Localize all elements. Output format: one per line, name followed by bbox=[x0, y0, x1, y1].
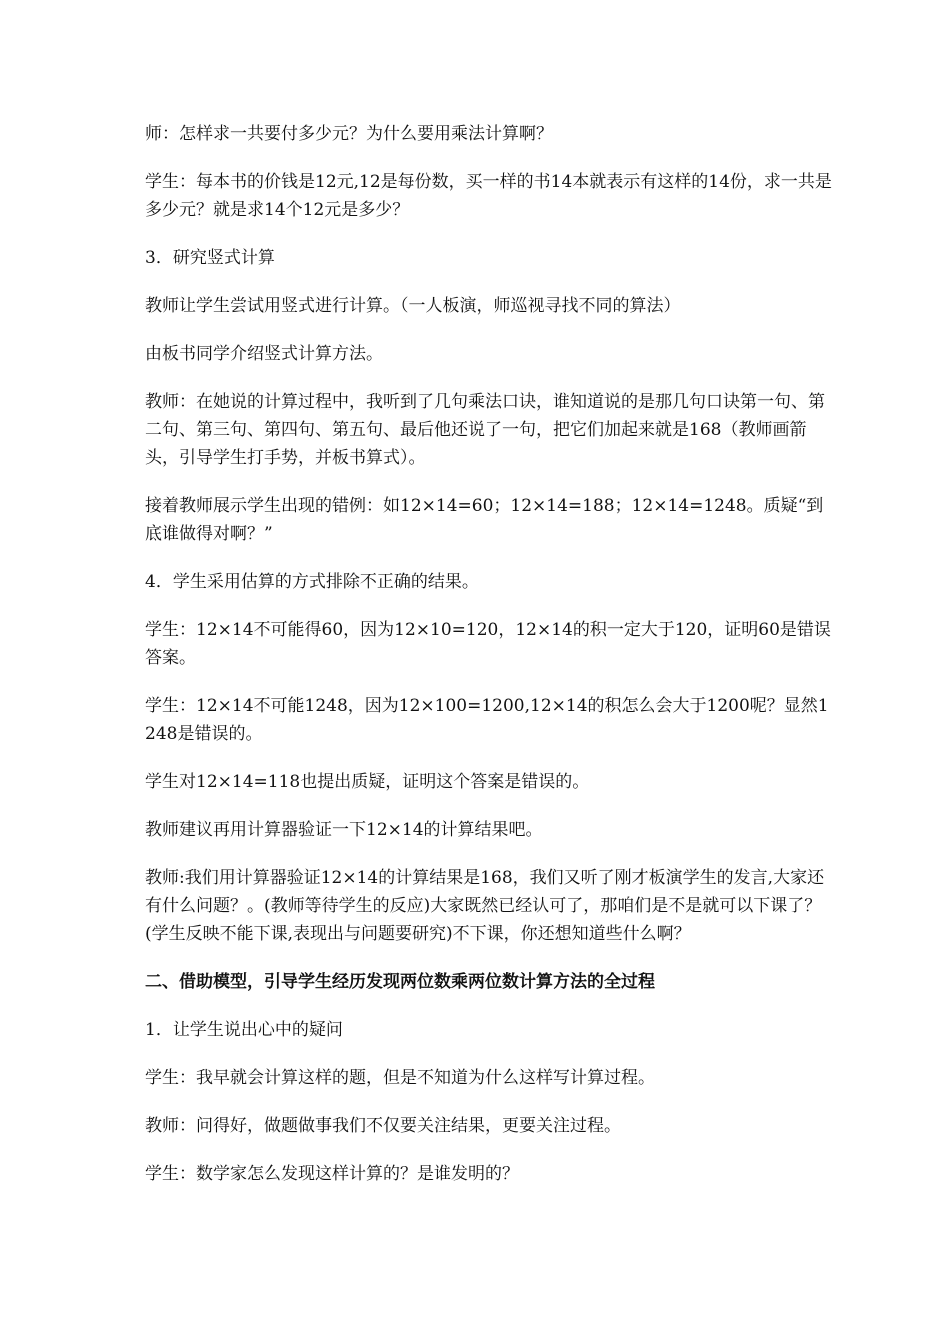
paragraph-try-vertical: 教师让学生尝试用竖式进行计算。（一人板演，师巡视寻找不同的算法） bbox=[145, 296, 681, 316]
paragraph-student-estimate-1248: 学生：12×14不可能1248，因为12×100=1200,12×14的积怎么会大于1200呢？显然1248是错误的。 bbox=[145, 696, 829, 744]
paragraph-section-4: 4．学生采用估算的方式排除不正确的结果。 bbox=[145, 572, 479, 592]
paragraph-teacher-question: 师：怎样求一共要付多少元？为什么要用乘法计算啊？ bbox=[145, 124, 553, 144]
paragraph-section-1: 1．让学生说出心中的疑问 bbox=[145, 1020, 343, 1040]
document-page bbox=[145, 120, 835, 1208]
paragraph-teacher-calculator: 教师:我们用计算器验证12×14的计算结果是168，我们又听了刚才板演学生的发言,大家还有什么问题？。(教师等待学生的反应)大家既然已经认可了，那咱们是不是就可以下课了？(学生反映不能下课,表现出与问题要研究)不下课，你还想知道些什么啊？ bbox=[145, 868, 825, 944]
paragraph-teacher-praise: 教师：问得好，做题做事我们不仅要关注结果，更要关注过程。 bbox=[145, 1116, 621, 1136]
section-heading-two: 二、借助模型，引导学生经历发现两位数乘两位数计算方法的全过程 bbox=[145, 972, 655, 992]
paragraph-error-examples: 接着教师展示学生出现的错例：如12×14=60；12×14=188；12×14=1248。质疑“到底谁做得对啊？” bbox=[145, 496, 824, 544]
paragraph-teacher-explanation: 教师：在她说的计算过程中，我听到了几句乘法口诀，谁知道说的是那几句口诀第一句、第二句、第三句、第四句、第五句、最后他还说了一句，把它们加起来就是168（教师画箭头，引导学生打手势，并板书算式）。 bbox=[145, 392, 825, 468]
paragraph-introduce-method: 由板书同学介绍竖式计算方法。 bbox=[145, 344, 383, 364]
paragraph-student-estimate-60: 学生：12×14不可能得60，因为12×10=120，12×14的积一定大于120，证明60是错误答案。 bbox=[145, 620, 831, 668]
paragraph-student-answer: 学生：每本书的价钱是12元,12是每份数，买一样的书14本就表示有这样的14份，求一共是多少元？就是求14个12元是多少？ bbox=[145, 172, 832, 220]
paragraph-student-question-118: 学生对12×14=118也提出质疑，证明这个答案是错误的。 bbox=[145, 772, 590, 792]
paragraph-student-mathematician: 学生：数学家怎么发现这样计算的？是谁发明的？ bbox=[145, 1164, 519, 1184]
paragraph-section-3: 3．研究竖式计算 bbox=[145, 248, 275, 268]
paragraph-calculator-suggestion: 教师建议再用计算器验证一下12×14的计算结果吧。 bbox=[145, 820, 543, 840]
paragraph-student-doubt: 学生：我早就会计算这样的题，但是不知道为什么这样写计算过程。 bbox=[145, 1068, 655, 1088]
